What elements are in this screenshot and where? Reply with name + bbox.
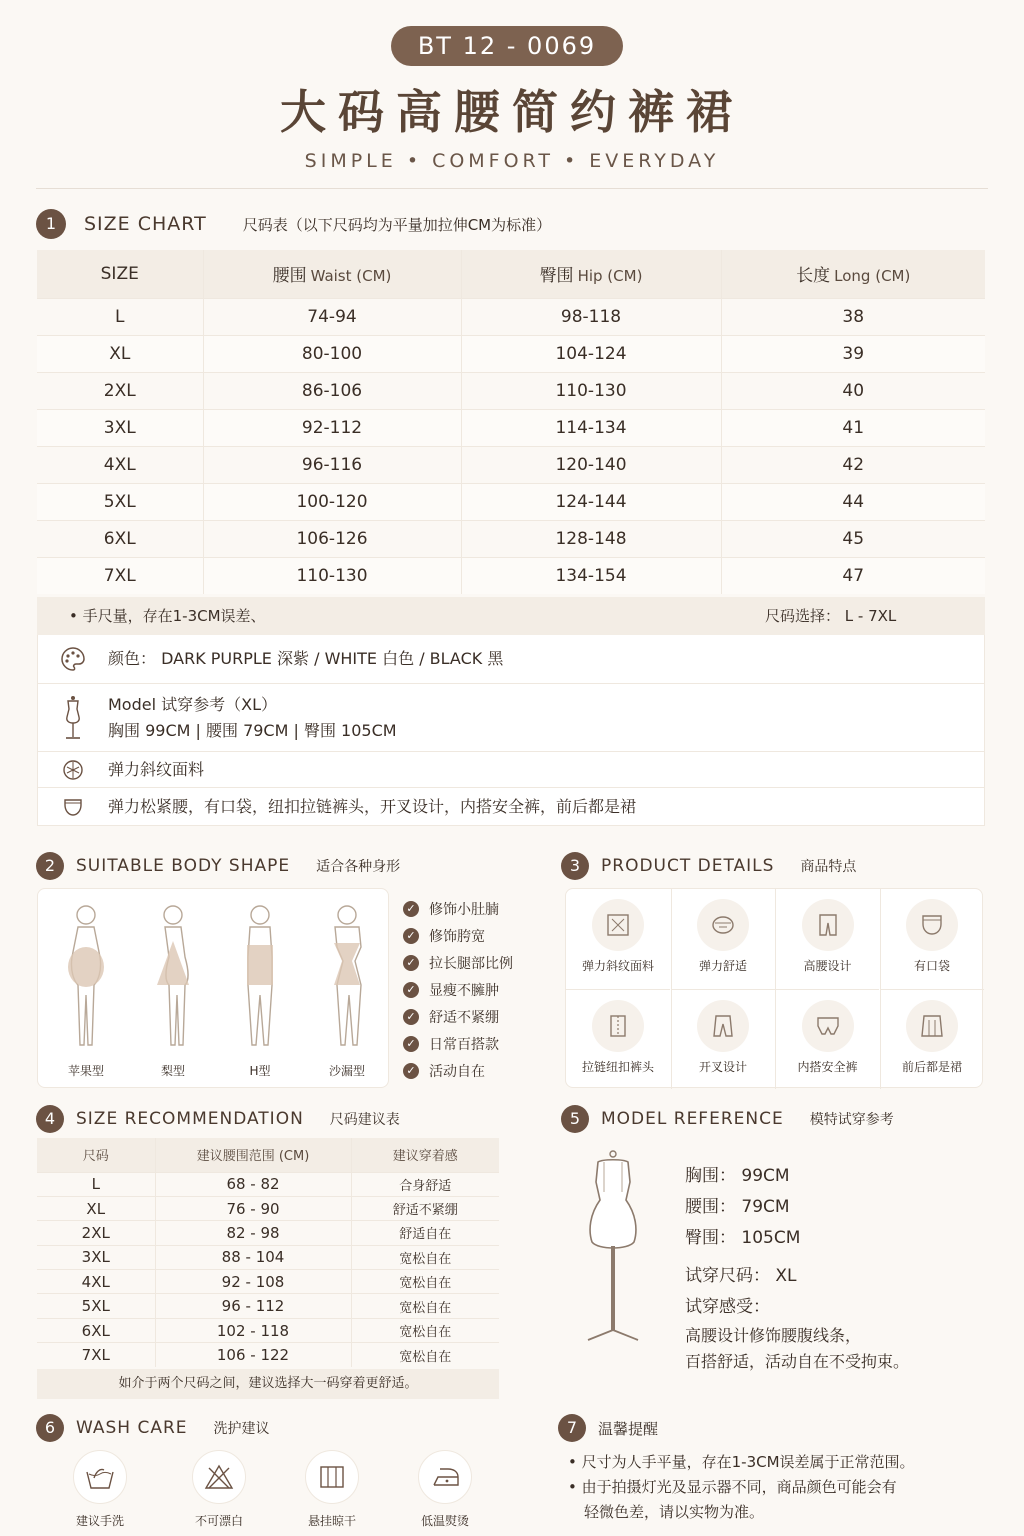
table-cell: 92 - 108	[155, 1270, 351, 1294]
table-row	[37, 335, 985, 372]
table-row	[37, 409, 985, 446]
header-divider	[36, 188, 988, 189]
benefit-text: 日常百搭款	[429, 1036, 499, 1053]
table-cell: 106 - 122	[155, 1343, 351, 1367]
model-feel-label: 试穿感受：	[685, 1297, 770, 1317]
check-icon: ✓	[403, 1009, 419, 1025]
model-hip: 臀围： 105CM	[685, 1228, 801, 1248]
section-title-cn: 模特试穿参考	[809, 1112, 894, 1128]
wash-hang-dry	[287, 1450, 377, 1529]
body-shape-card	[37, 888, 389, 1088]
table-header-row	[37, 250, 985, 298]
tip-line-1: • 尺寸为人手平量，存在1-3CM误差属于正常范围。	[568, 1453, 915, 1471]
model-text	[108, 692, 397, 744]
section-number: 3	[561, 852, 589, 880]
section-number: 1	[36, 209, 66, 239]
product-detail-item	[775, 889, 879, 989]
check-icon: ✓	[403, 955, 419, 971]
benefit-item	[403, 949, 513, 976]
slit-icon	[697, 1000, 749, 1052]
iron-icon	[418, 1450, 472, 1504]
table-cell: 134-154	[461, 557, 721, 594]
benefit-item	[403, 922, 513, 949]
no-bleach-icon	[192, 1450, 246, 1504]
color-row	[38, 635, 984, 683]
benefit-item	[403, 1030, 513, 1057]
table-cell: 86-106	[203, 372, 461, 409]
section-number: 6	[36, 1414, 64, 1442]
table-cell: 100-120	[203, 483, 461, 520]
header-length: 长度 Long (CM)	[721, 250, 985, 298]
shape-label: 沙漏型	[328, 1064, 365, 1078]
table-cell: 宽松自在	[351, 1318, 499, 1342]
model-reference-heading	[561, 1105, 894, 1133]
table-row	[37, 1343, 499, 1367]
product-detail-item	[880, 989, 984, 1089]
table-cell: 114-134	[461, 409, 721, 446]
apple-figure-icon	[56, 901, 116, 1051]
benefit-text: 修饰小肚腩	[429, 901, 499, 918]
wash-label: 低温熨烫	[420, 1514, 469, 1528]
table-row	[37, 1221, 499, 1245]
table-cell: 宽松自在	[351, 1245, 499, 1269]
table-row	[37, 1172, 499, 1196]
table-cell: 124-144	[461, 483, 721, 520]
table-row	[37, 1270, 499, 1294]
benefit-text: 拉长腿部比例	[429, 955, 513, 972]
product-detail-item	[671, 889, 775, 989]
table-cell: 82 - 98	[155, 1221, 351, 1245]
fabric-icon	[592, 899, 644, 951]
size-range-note: 尺码选择： L - 7XL	[765, 607, 897, 625]
pocket-icon	[906, 899, 958, 951]
waistband-icon	[38, 796, 108, 818]
page-title: 大码高腰简约裤裙	[280, 85, 744, 139]
table-cell: 合身舒适	[351, 1172, 499, 1196]
table-row	[37, 446, 985, 483]
table-row	[37, 557, 985, 594]
table-cell: 45	[721, 520, 985, 557]
product-detail-item	[566, 989, 670, 1089]
tip-line-3: 轻微色差，请以实物为准。	[584, 1503, 765, 1521]
shape-pear	[130, 889, 216, 1089]
table-cell: 106-126	[203, 520, 461, 557]
product-details-grid	[565, 888, 983, 1088]
table-cell: 68 - 82	[155, 1172, 351, 1196]
section-title-en: SUITABLE BODY SHAPE	[76, 856, 291, 876]
product-detail-item	[671, 989, 775, 1089]
model-line-1: Model 试穿参考（XL）	[108, 694, 278, 714]
color-text: 颜色： DARK PURPLE 深紫 / WHITE 白色 / BLACK 黑	[108, 649, 504, 668]
table-row	[37, 520, 985, 557]
section-title-en: MODEL REFERENCE	[601, 1109, 784, 1129]
size-note-bar	[37, 597, 985, 635]
product-detail-item	[775, 989, 879, 1089]
product-detail-item	[880, 889, 984, 989]
table-cell: 88 - 104	[155, 1245, 351, 1269]
header-size: 尺码	[37, 1138, 155, 1172]
section-title-en: SIZE RECOMMENDATION	[76, 1109, 304, 1129]
wash-label: 悬挂晾干	[307, 1514, 356, 1528]
model-waist: 腰围： 79CM	[685, 1197, 790, 1217]
product-detail-label: 前后都是裙	[901, 1060, 962, 1074]
dress-form-icon	[578, 1150, 648, 1344]
table-cell: 92-112	[203, 409, 461, 446]
benefit-text: 活动自在	[429, 1063, 485, 1080]
table-cell: 7XL	[37, 1343, 155, 1367]
table-cell: 41	[721, 409, 985, 446]
safety-shorts-icon	[802, 1000, 854, 1052]
table-cell: 舒适自在	[351, 1221, 499, 1245]
shape-h	[217, 889, 303, 1089]
mannequin-icon	[38, 695, 108, 741]
section-title-cn: 尺码表（以下尺码均为平量加拉伸CM为标准）	[242, 215, 552, 234]
table-row	[37, 1318, 499, 1342]
table-cell: 4XL	[37, 1270, 155, 1294]
section-number: 5	[561, 1105, 589, 1133]
table-cell: 宽松自在	[351, 1294, 499, 1318]
model-measurements	[685, 1161, 909, 1375]
wash-hand	[55, 1450, 145, 1529]
table-cell: 44	[721, 483, 985, 520]
table-row	[37, 1196, 499, 1220]
table-cell: 120-140	[461, 446, 721, 483]
product-code-badge: BT 12 - 0069	[391, 26, 623, 66]
table-cell: 3XL	[37, 1245, 155, 1269]
features-text: 弹力松紧腰，有口袋，纽扣拉链裤头，开叉设计，内搭安全裤，前后都是裙	[108, 796, 637, 816]
benefit-text: 修饰胯宽	[429, 928, 485, 945]
product-info-box	[37, 635, 985, 826]
product-detail-label: 有口袋	[913, 959, 950, 973]
wash-low-iron	[400, 1450, 490, 1529]
table-cell: 宽松自在	[351, 1270, 499, 1294]
header-waist-range: 建议腰围范围 (CM)	[155, 1138, 351, 1172]
table-cell: 3XL	[37, 409, 203, 446]
product-detail-label: 拉链纽扣裤头	[581, 1060, 654, 1074]
model-line-2: 胸围 99CM | 腰围 79CM | 臀围 105CM	[108, 720, 397, 740]
table-cell: 舒适不紧绷	[351, 1196, 499, 1220]
hourglass-figure-icon	[317, 901, 377, 1051]
skirt-icon	[906, 1000, 958, 1052]
header-hip: 臀围 Hip (CM)	[461, 250, 721, 298]
section-title-en: SIZE CHART	[84, 213, 207, 235]
model-feel-2: 百搭舒适，活动自在不受拘束。	[685, 1352, 910, 1371]
shape-apple	[43, 889, 129, 1089]
section-title-cn: 温馨提醒	[598, 1419, 659, 1438]
model-feel-1: 高腰设计修饰腰腹线条，	[685, 1326, 862, 1345]
page-subtitle: SIMPLE • COMFORT • EVERYDAY	[304, 150, 720, 172]
stretch-icon	[697, 899, 749, 951]
section-title-en: WASH CARE	[76, 1418, 188, 1438]
check-icon: ✓	[403, 1063, 419, 1079]
size-recommendation-heading	[36, 1105, 400, 1133]
hang-dry-icon	[305, 1450, 359, 1504]
table-cell: L	[37, 1172, 155, 1196]
size-recommendation-table	[37, 1138, 499, 1367]
product-detail-label: 开叉设计	[698, 1060, 747, 1074]
section-title-cn: 洗护建议	[213, 1421, 270, 1437]
table-cell: 6XL	[37, 520, 203, 557]
size-chart-heading	[36, 209, 551, 239]
high-waist-icon	[802, 899, 854, 951]
table-cell: 110-130	[461, 372, 721, 409]
product-details-heading	[561, 852, 856, 880]
table-cell: 98-118	[461, 298, 721, 335]
table-cell: 80-100	[203, 335, 461, 372]
benefit-item	[403, 1003, 513, 1030]
section-title-cn: 尺码建议表	[329, 1112, 400, 1128]
table-cell: 7XL	[37, 557, 203, 594]
table-cell: 38	[721, 298, 985, 335]
product-detail-label: 弹力斜纹面料	[581, 959, 654, 973]
shape-label: H型	[249, 1064, 271, 1078]
table-cell: 39	[721, 335, 985, 372]
header-fit: 建议穿着感	[351, 1138, 499, 1172]
product-detail-label: 内搭安全裤	[797, 1060, 858, 1074]
table-cell: L	[37, 298, 203, 335]
model-row	[38, 683, 984, 751]
table-row	[37, 372, 985, 409]
check-icon: ✓	[403, 982, 419, 998]
zipper-icon	[592, 1000, 644, 1052]
size-chart-table	[37, 250, 985, 594]
section-title-cn: 商品特点	[800, 859, 857, 875]
palette-icon	[38, 646, 108, 672]
section-number: 2	[36, 852, 64, 880]
header-waist: 腰围 Waist (CM)	[203, 250, 461, 298]
product-detail-item	[566, 889, 670, 989]
benefit-list	[403, 895, 513, 1084]
benefit-item	[403, 976, 513, 1003]
table-cell: XL	[37, 1196, 155, 1220]
fabric-row	[38, 751, 984, 787]
product-detail-label: 弹力舒适	[698, 959, 747, 973]
wash-no-bleach	[174, 1450, 264, 1529]
wash-care-heading	[36, 1414, 270, 1442]
tip-line-2: • 由于拍摄灯光及显示器不同，商品颜色可能会有	[568, 1478, 897, 1496]
table-row	[37, 483, 985, 520]
tips-text	[568, 1450, 1008, 1525]
table-cell: XL	[37, 335, 203, 372]
shape-hourglass	[304, 889, 390, 1089]
product-detail-label: 高腰设计	[803, 959, 852, 973]
table-row	[37, 1294, 499, 1318]
table-cell: 96 - 112	[155, 1294, 351, 1318]
tips-heading	[558, 1414, 658, 1442]
benefit-text: 显瘦不臃肿	[429, 982, 499, 999]
table-cell: 2XL	[37, 1221, 155, 1245]
table-cell: 74-94	[203, 298, 461, 335]
wash-label: 不可漂白	[194, 1514, 243, 1528]
model-size: 试穿尺码： XL	[685, 1266, 797, 1286]
recommendation-note: 如介于两个尺码之间，建议选择大一码穿着更舒适。	[37, 1369, 499, 1399]
check-icon: ✓	[403, 1036, 419, 1052]
section-title-en: PRODUCT DETAILS	[601, 856, 775, 876]
hand-wash-icon	[73, 1450, 127, 1504]
table-cell: 4XL	[37, 446, 203, 483]
model-bust: 胸围： 99CM	[685, 1166, 790, 1186]
h-figure-icon	[230, 901, 290, 1051]
measurement-note: • 手尺量，存在1-3CM误差、	[69, 607, 266, 625]
fabric-text: 弹力斜纹面料	[108, 759, 205, 779]
table-cell: 76 - 90	[155, 1196, 351, 1220]
table-cell: 40	[721, 372, 985, 409]
benefit-text: 舒适不紧绷	[429, 1009, 499, 1026]
table-row	[37, 1245, 499, 1269]
body-shape-heading	[36, 852, 400, 880]
table-cell: 6XL	[37, 1318, 155, 1342]
table-cell: 2XL	[37, 372, 203, 409]
check-icon: ✓	[403, 901, 419, 917]
benefit-item	[403, 1057, 513, 1084]
table-cell: 104-124	[461, 335, 721, 372]
section-number: 7	[558, 1414, 586, 1442]
table-cell: 96-116	[203, 446, 461, 483]
table-cell: 47	[721, 557, 985, 594]
check-icon: ✓	[403, 928, 419, 944]
table-cell: 42	[721, 446, 985, 483]
shape-label: 梨型	[160, 1064, 185, 1078]
features-row	[38, 787, 984, 825]
wash-label: 建议手洗	[75, 1514, 124, 1528]
table-cell: 128-148	[461, 520, 721, 557]
table-cell: 102 - 118	[155, 1318, 351, 1342]
section-title-cn: 适合各种身形	[316, 859, 401, 875]
shape-label: 苹果型	[67, 1064, 104, 1078]
table-cell: 宽松自在	[351, 1343, 499, 1367]
header-size: SIZE	[37, 250, 203, 298]
section-number: 4	[36, 1105, 64, 1133]
benefit-item	[403, 895, 513, 922]
table-cell: 5XL	[37, 1294, 155, 1318]
table-cell: 110-130	[203, 557, 461, 594]
table-row	[37, 298, 985, 335]
fabric-icon	[38, 759, 108, 781]
table-cell: 5XL	[37, 483, 203, 520]
table-header-row	[37, 1138, 499, 1172]
pear-figure-icon	[143, 901, 203, 1051]
